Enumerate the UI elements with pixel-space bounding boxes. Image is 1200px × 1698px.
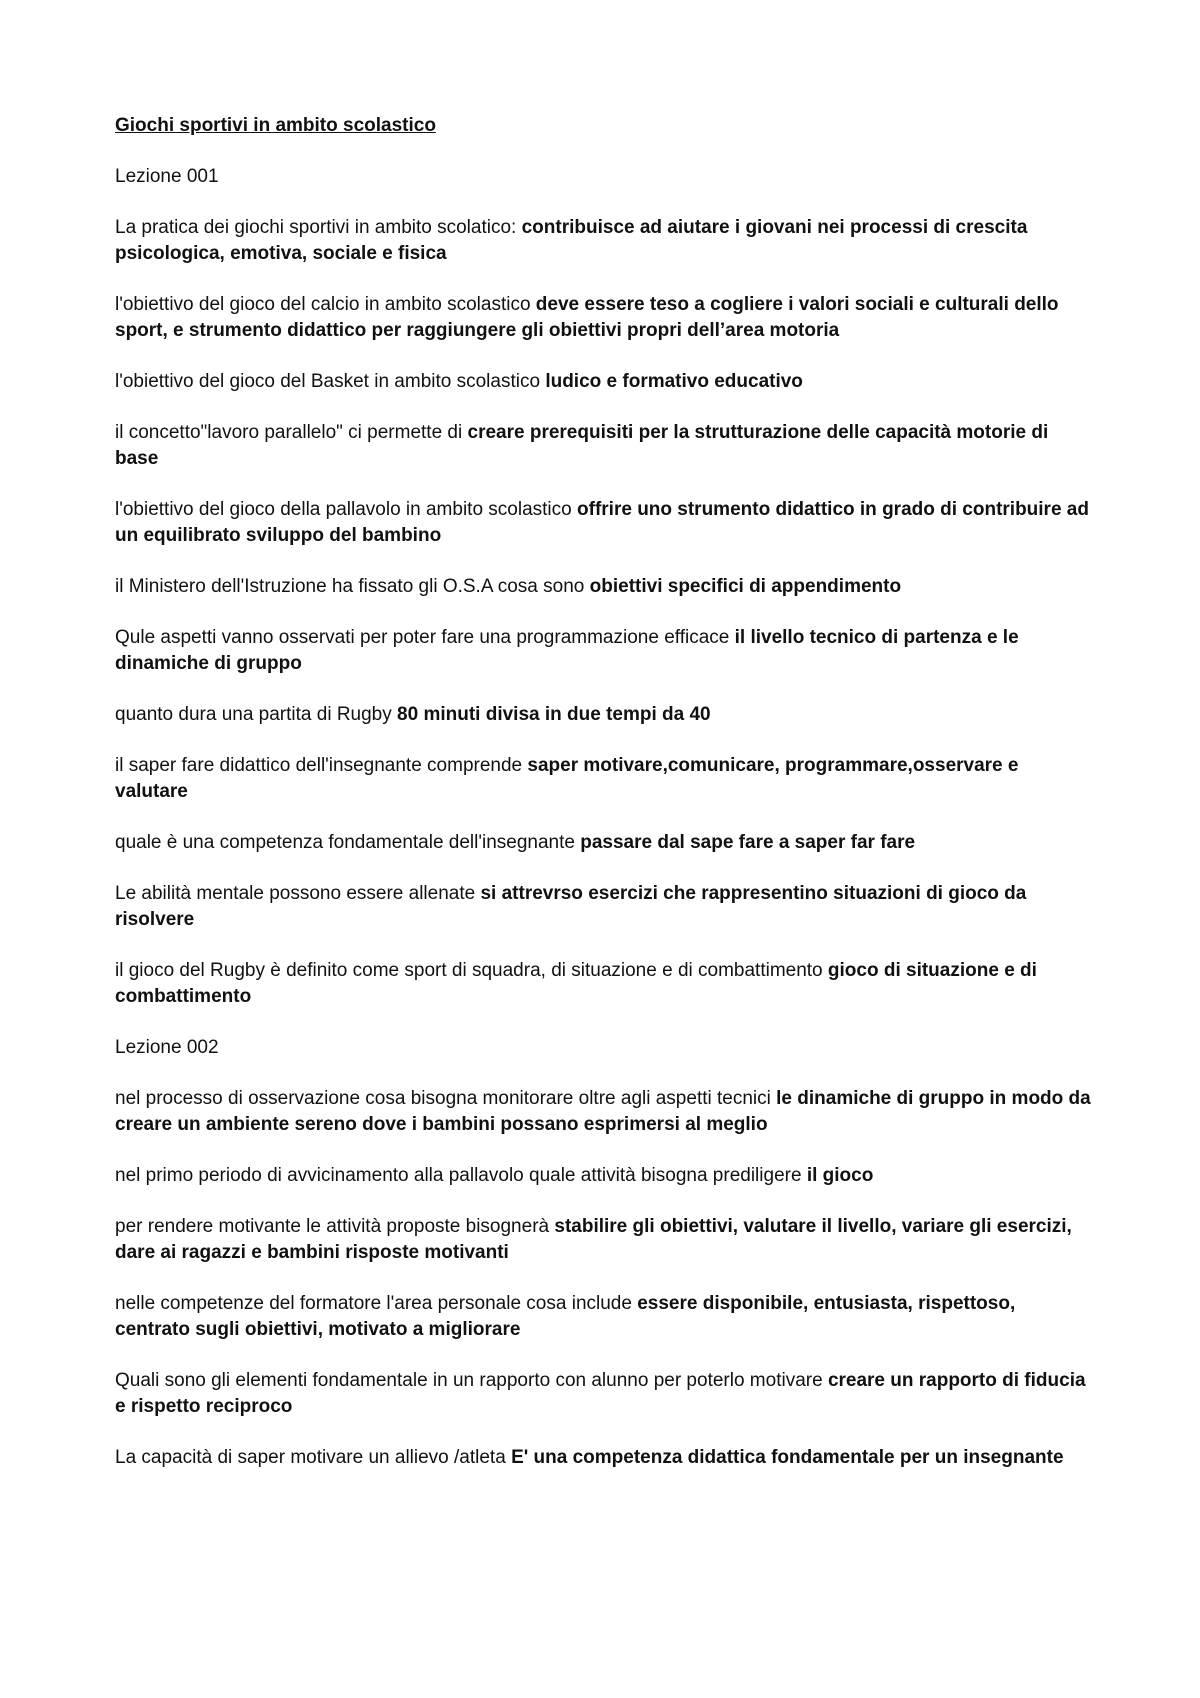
qa-item: [115, 1368, 1095, 1420]
question-text: quale è una competenza fondamentale dell'insegnante: [115, 832, 581, 853]
qa-item: [115, 1445, 1095, 1471]
document-title: Giochi sportivi in ambito scolastico: [115, 115, 436, 136]
question-text: La pratica dei giochi sportivi in ambito scolatico:: [115, 217, 522, 238]
question-text: quanto dura una partita di Rugby: [115, 704, 398, 725]
answer-text: creare un rapporto di fiducia e rispetto reciproco: [115, 1370, 1086, 1417]
qa-item: [115, 420, 1095, 472]
answer-text: passare dal sape fare a saper far fare: [580, 832, 916, 853]
question-text: Qule aspetti vanno osservati per poter fare una programmazione efficace: [115, 627, 735, 648]
answer-text: deve essere teso a cogliere i valori sociali e culturali dello sport, e strumento didattico per raggiungere gli obiettivi propri dell’area motoria: [115, 294, 1059, 341]
question-text: il saper fare didattico dell'insegnante comprende: [115, 755, 528, 776]
answer-text: E' una competenza didattica fondamentale per un insegnante: [511, 1447, 1064, 1468]
question-text: nelle competenze del formatore l'area personale cosa include: [115, 1293, 638, 1314]
answer-text: il livello tecnico di partenza e le dinamiche di gruppo: [115, 627, 1019, 674]
qa-item: [115, 830, 1095, 856]
answer-text: saper motivare,comunicare, programmare,osservare e valutare: [115, 755, 1019, 802]
question-text: l'obiettivo del gioco della pallavolo in ambito scolastico: [115, 499, 578, 520]
question-text: La capacità di saper motivare un allievo /atleta: [115, 1447, 512, 1468]
qa-item: [115, 702, 1095, 728]
qa-item: [115, 753, 1095, 805]
qa-item: [115, 1086, 1095, 1138]
section-lezione-002: [115, 1035, 1095, 1471]
qa-item: [115, 292, 1095, 344]
qa-item: [115, 958, 1095, 1010]
qa-item: [115, 574, 1095, 600]
question-text: il concetto"lavoro parallelo" ci permette di: [115, 422, 468, 443]
question-text: per rendere motivante le attività proposte bisognerà: [115, 1216, 555, 1237]
answer-text: ludico e formativo educativo: [545, 371, 803, 392]
section-heading: Lezione 002: [115, 1037, 219, 1058]
answer-text: creare prerequisiti per la strutturazione delle capacità motorie di base: [115, 422, 1049, 469]
answer-text: essere disponibile, entusiasta, rispettoso, centrato sugli obiettivi, motivato a migliorare: [115, 1293, 1016, 1340]
answer-text: offrire uno strumento didattico in grado di contribuire ad un equilibrato sviluppo del bambino: [115, 499, 1089, 546]
question-text: il Ministero dell'Istruzione ha fissato gli O.S.A cosa sono: [115, 576, 590, 597]
section-heading: Lezione 001: [115, 166, 219, 187]
qa-item: [115, 881, 1095, 933]
question-text: nel primo periodo di avvicinamento alla pallavolo quale attività bisogna prediligere: [115, 1165, 807, 1186]
answer-text: stabilire gli obiettivi, valutare il livello, variare gli esercizi, dare ai ragazzi e bambini risposte motivanti: [115, 1216, 1072, 1263]
question-text: Le abilità mentale possono essere allenate: [115, 883, 481, 904]
answer-text: il gioco: [806, 1165, 874, 1186]
document-page: [115, 113, 1095, 1496]
qa-item: [115, 497, 1095, 549]
qa-item: [115, 1163, 1095, 1189]
answer-text: si attrevrso esercizi che rappresentino situazioni di gioco da risolvere: [115, 883, 1027, 930]
qa-item: [115, 215, 1095, 267]
qa-item: [115, 625, 1095, 677]
question-text: il gioco del Rugby è definito come sport di squadra, di situazione e di combattimento: [115, 960, 828, 981]
question-text: Quali sono gli elementi fondamentale in un rapporto con alunno per poterlo motivare: [115, 1370, 828, 1391]
answer-text: le dinamiche di gruppo in modo da creare un ambiente sereno dove i bambini possano esprimersi al meglio: [115, 1088, 1091, 1135]
answer-text: 80 minuti divisa in due tempi da 40: [397, 704, 711, 725]
answer-text: contribuisce ad aiutare i giovani nei processi di crescita psicologica, emotiva, sociale e fisica: [115, 217, 1028, 264]
answer-text: obiettivi specifici di appendimento: [589, 576, 902, 597]
qa-item: [115, 1291, 1095, 1343]
question-text: l'obiettivo del gioco del calcio in ambito scolastico: [115, 294, 536, 315]
section-lezione-001: [115, 164, 1095, 1010]
question-text: l'obiettivo del gioco del Basket in ambito scolastico: [115, 371, 546, 392]
question-text: nel processo di osservazione cosa bisogna monitorare oltre agli aspetti tecnici: [115, 1088, 777, 1109]
qa-item: [115, 369, 1095, 395]
qa-item: [115, 1214, 1095, 1266]
answer-text: gioco di situazione e di combattimento: [115, 960, 1037, 1007]
